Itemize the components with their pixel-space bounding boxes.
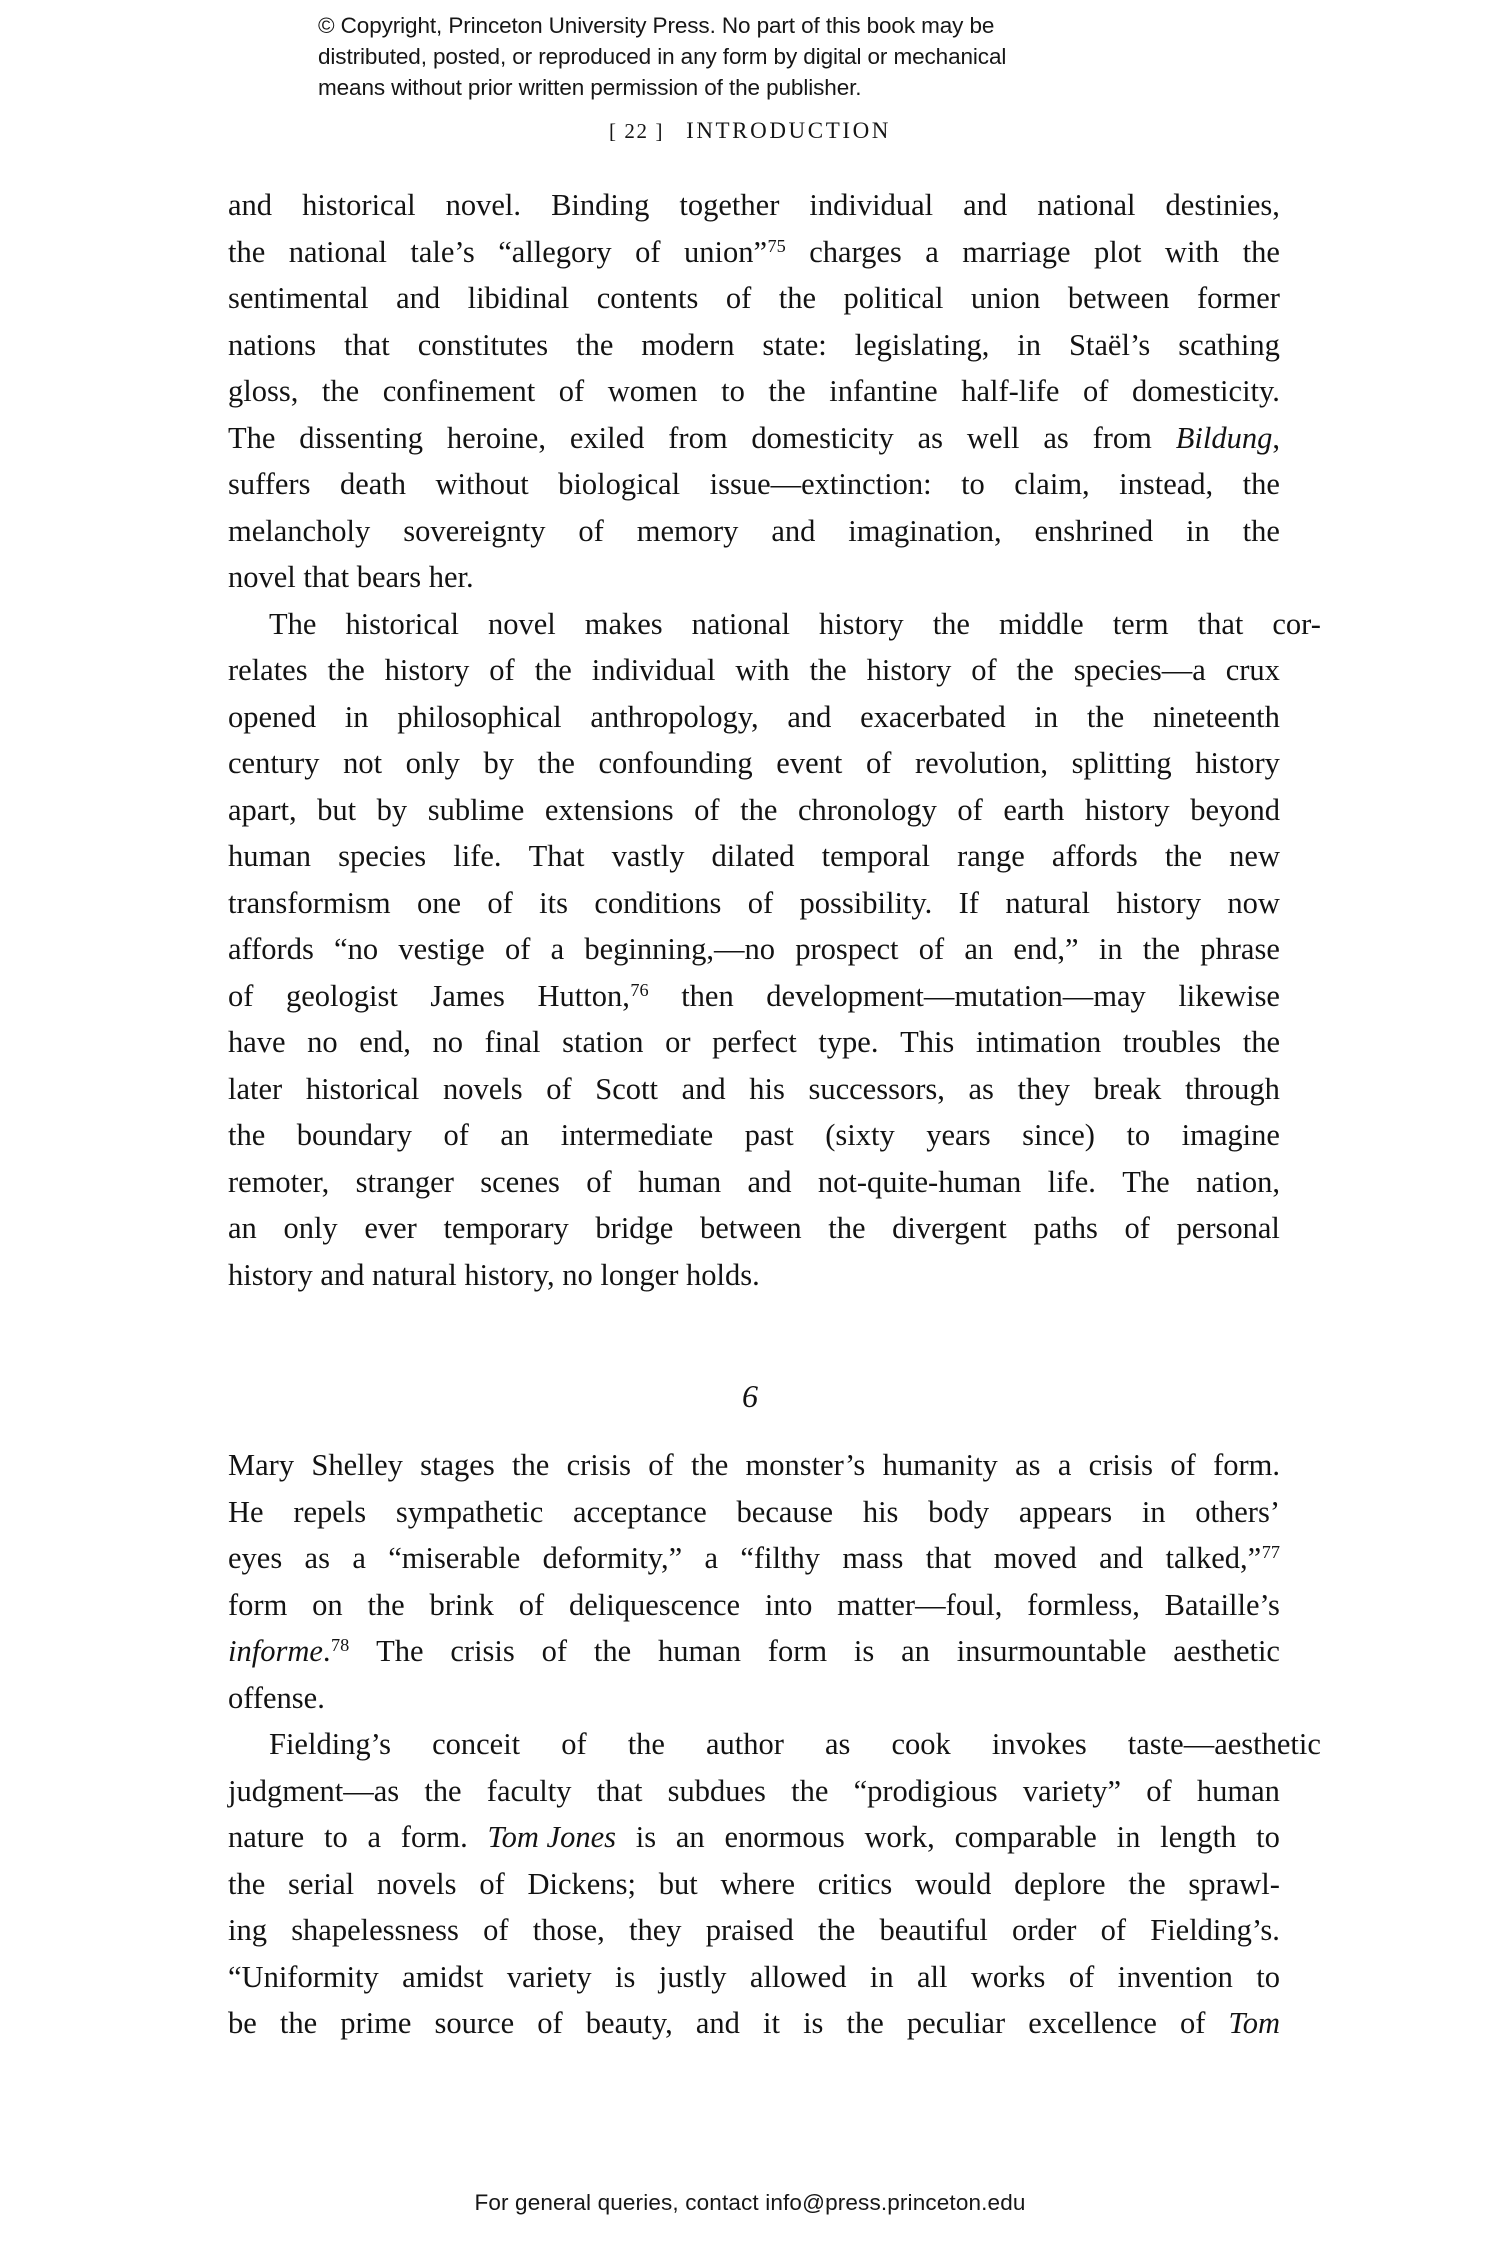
- section-number: 6: [742, 1378, 758, 1414]
- copyright-line-1: © Copyright, Princeton University Press. No part of this book may be: [318, 13, 995, 38]
- paragraph-4: Fielding’s conceit of the author as cook invokes taste—aesthetic judgment—as the faculty that subdues the “prodigious variety” of human nature to a form. Tom Jones is an enormous work, comparable in length to the serial novels of Dickens; but where critics would deplore the sprawl- ing shapelessness of those, they praised the beautiful order of Fielding’s. “Uniformity amidst variety is justly allowed in all works of invention to be the prime source of beauty, and it is the peculiar excellence of Tom: [228, 1727, 1321, 2040]
- paragraph-2: The historical novel makes national history the middle term that cor- relates the history of the individual with the history of the species—a crux opened in philosophical anthropology, and exacerbated in the nineteenth century not only by the confounding event of revolution, splitting history apart, but by sublime extensions of the chronology of earth history beyond human species life. That vastly dilated temporal range affords the new transformism one of its conditions of possibility. If natural history now affords “no vestige of a beginning,—no prospect of an end,” in the phrase of geologist James Hutton,$^{76}$ then development—mutation—may likewise have no end, no final station or perfect type. This intimation troubles the later historical novels of Scott and his successors, as they break through the boundary of an intermediate past (sixty years since) to imagine remoter, stranger scenes of human and not-quite-human life. The nation, an only ever temporary bridge between the divergent paths of personal history and natural history, no longer holds.: [228, 606, 1321, 1292]
- paragraph-3: Mary Shelley stages the crisis of the monster’s humanity as a crisis of form. He repels sympathetic acceptance because his body appears in others’ eyes as a “miserable deformity,” a “filthy mass that moved and talked,”$^{77}$ form on the brink of deliquescence into matter—foul, formless, Bataille’s informe.$^{78}$ The crisis of the human form is an insurmountable aesthetic offense.: [228, 1448, 1280, 1715]
- page-footer: For general queries, contact info@press.princeton.edu: [474, 2190, 1026, 2215]
- running-head-title: INTRODUCTION: [686, 118, 892, 143]
- running-head: [0, 118, 1500, 144]
- copyright-line-2: distributed, posted, or reproduced in any form by digital or mechanical: [318, 44, 1007, 69]
- copyright-line-3: means without prior written permission of the publisher.: [318, 75, 862, 100]
- page-body: [228, 182, 1321, 1298]
- paragraph-1: and historical novel. Binding together individual and national destinies, the national tale’s “allegory of union”$^{75}$ charges a marriage plot with the sentimental and libidinal contents of the political union between former nations that constitutes the modern state: legislating, in Staël’s scathing gloss, the confinement of women to the infantine half-life of domesticity. The dissenting heroine, exiled from domesticity as well as from Bildung, suffers death without biological issue—extinction: to claim, instead, the melancholy sovereignty of memory and imagination, enshrined in the novel that bears her.: [228, 188, 1280, 594]
- page-body-section-6: [228, 1442, 1321, 2047]
- copyright-notice: [318, 10, 1198, 103]
- page-folio: [ 22 ]: [608, 119, 665, 143]
